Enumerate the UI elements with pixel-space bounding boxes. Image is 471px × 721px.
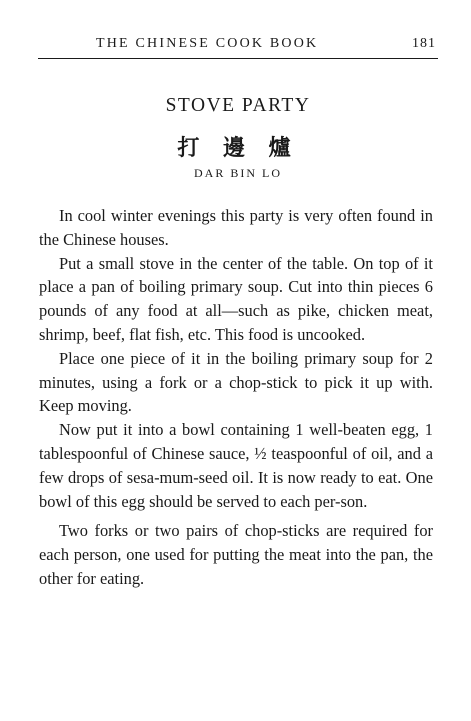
- paragraph: Now put it into a bowl containing 1 well-beaten egg, 1 tablespoonful of Chinese sauce, ½ teaspoonful of oil, and a few drops of sesa-mum-seed oil. It is now ready to eat. One bowl of this egg should be served to each per-son.: [39, 420, 433, 511]
- recipe-body: [39, 204, 433, 591]
- recipe-title: STOVE PARTY: [165, 95, 311, 116]
- page-number: 181: [412, 36, 436, 51]
- paragraph: In cool winter evenings this party is very often found in the Chinese houses.: [39, 206, 433, 249]
- book-title: THE CHINESE COOK BOOK: [96, 36, 319, 51]
- romanization: DAR BIN LO: [194, 166, 282, 180]
- running-head: [96, 36, 436, 56]
- paragraph: Place one piece of it in the boiling primary soup for 2 minutes, using a fork or a chop-stick to pick it up with. Keep moving.: [39, 348, 433, 416]
- paragraph: Two forks or two pairs of chop-sticks are required for each person, one used for putting the meat into the pan, the other for eating.: [39, 521, 433, 588]
- paragraph: Put a small stove in the center of the table. On top of it place a pan of boiling primary soup. Cut into thin pieces 6 pounds of any food at all—such as pike, chicken meat, shrimp, beef, flat fish, etc. This food is uncooked.: [39, 253, 433, 344]
- chinese-title: 打 邊 爐: [177, 136, 299, 161]
- header-rule: [38, 58, 438, 59]
